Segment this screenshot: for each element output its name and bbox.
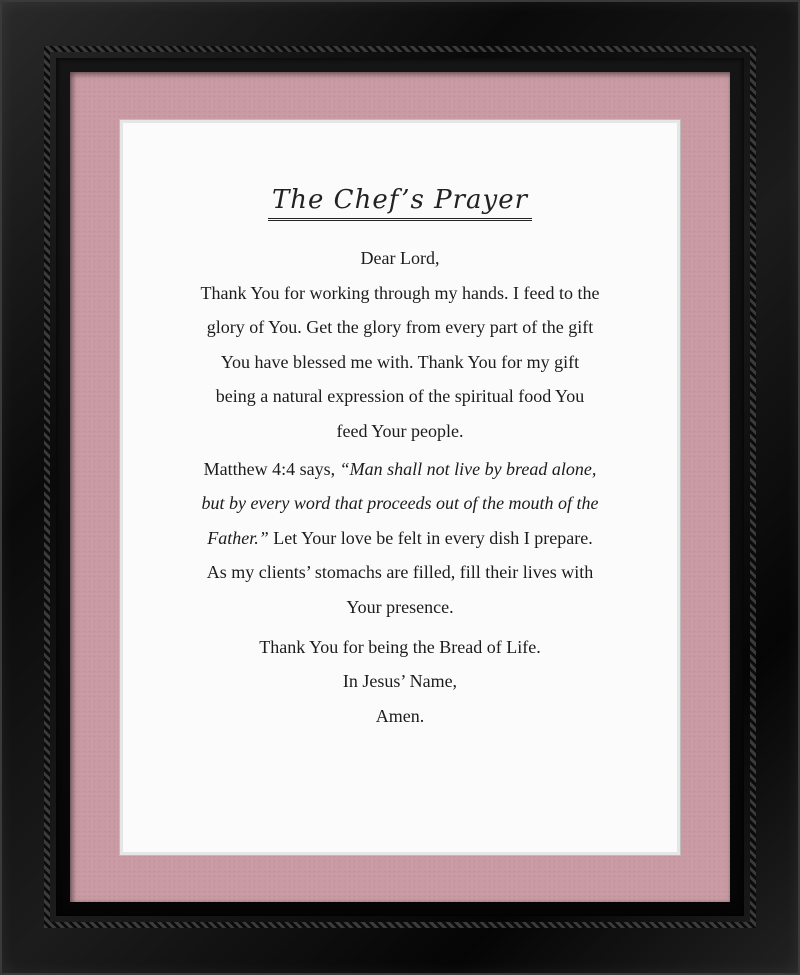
paragraph-line <box>163 486 637 521</box>
thanks-line: Thank You for being the Bread of Life. <box>259 636 541 657</box>
paragraph-line: You have blessed me with. Thank You for my gift <box>220 351 580 372</box>
prayer-body <box>163 241 637 733</box>
scripture-quote: but by every word that proceeds out of the mouth of the <box>201 493 599 514</box>
amen-line: Amen. <box>375 705 425 726</box>
paragraph-line: Thank You for working through my hands. I feed to the <box>200 282 600 303</box>
salutation: Dear Lord, <box>360 248 440 268</box>
prayer-sheet <box>120 120 680 855</box>
paragraph-text: Let Your love be felt in every dish I prepare. <box>268 527 593 548</box>
scripture-quote: Father.” <box>207 527 269 548</box>
scripture-reference: Matthew 4:4 says, <box>203 458 340 479</box>
paragraph-line: being a natural expression of the spiritual food You <box>215 386 585 407</box>
prayer-title <box>123 185 677 221</box>
paragraph-line: glory of You. Get the glory from every part of the gift <box>206 317 594 338</box>
paragraph-gratitude <box>163 276 637 449</box>
prayer-title-text: The Chef’s Prayer <box>268 185 532 221</box>
scripture-quote: “Man shall not live by bread alone, <box>339 458 597 479</box>
paragraph-line: As my clients’ stomachs are filled, fill their lives with <box>206 562 594 583</box>
paragraph-line: feed Your people. <box>336 420 464 441</box>
paragraph-line <box>163 452 637 487</box>
paragraph-line <box>163 521 637 556</box>
paragraph-scripture <box>163 452 637 625</box>
paragraph-line: Your presence. <box>346 596 454 617</box>
closing-line: In Jesus’ Name, <box>342 671 458 692</box>
